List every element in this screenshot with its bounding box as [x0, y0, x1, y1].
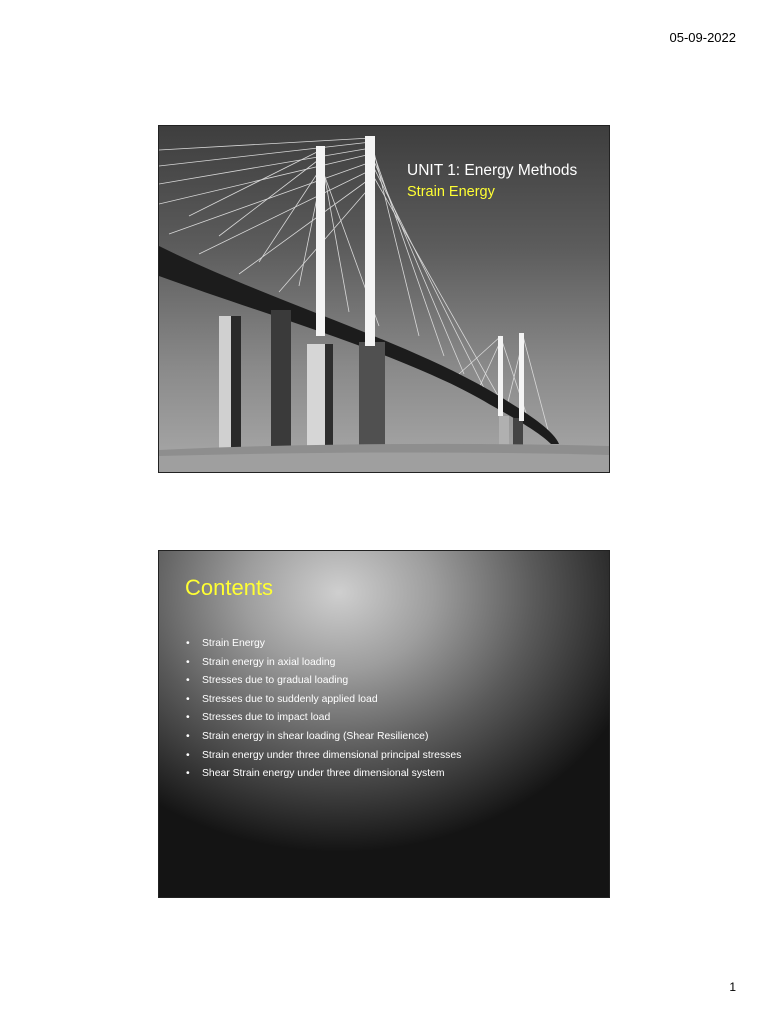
contents-slide — [158, 550, 610, 898]
bullet-icon: • — [186, 768, 190, 780]
list-item: • Stresses due to gradual loading — [185, 672, 461, 691]
title-slide — [158, 125, 610, 473]
unit-subtitle: Strain Energy — [407, 184, 495, 200]
unit-title: UNIT 1: Energy Methods — [407, 162, 578, 179]
bullet-icon: • — [186, 749, 190, 761]
list-item: • Strain energy under three dimensional principal stresses — [185, 747, 461, 766]
bullet-icon: • — [186, 638, 190, 649]
contents-list — [185, 635, 461, 784]
list-item: • Stresses due to suddenly applied load — [185, 691, 461, 710]
title-block — [407, 160, 577, 202]
bullet-icon: • — [186, 675, 190, 687]
list-item: • Strain Energy — [185, 635, 461, 654]
contents-title: Contents — [185, 575, 274, 600]
list-item: • Strain energy in axial loading — [185, 654, 461, 673]
bullet-icon: • — [186, 693, 190, 705]
bullet-icon: • — [186, 712, 190, 724]
bullet-icon: • — [186, 656, 190, 668]
bullet-icon: • — [186, 730, 190, 742]
list-item: • Strain energy in shear loading (Shear Resilience) — [185, 728, 461, 747]
list-item: • Stresses due to impact load — [185, 709, 461, 728]
list-item: • Shear Strain energy under three dimensional system — [185, 765, 461, 784]
page-date: 05-09-2022 — [669, 30, 736, 45]
page-number: 1 — [729, 980, 736, 994]
